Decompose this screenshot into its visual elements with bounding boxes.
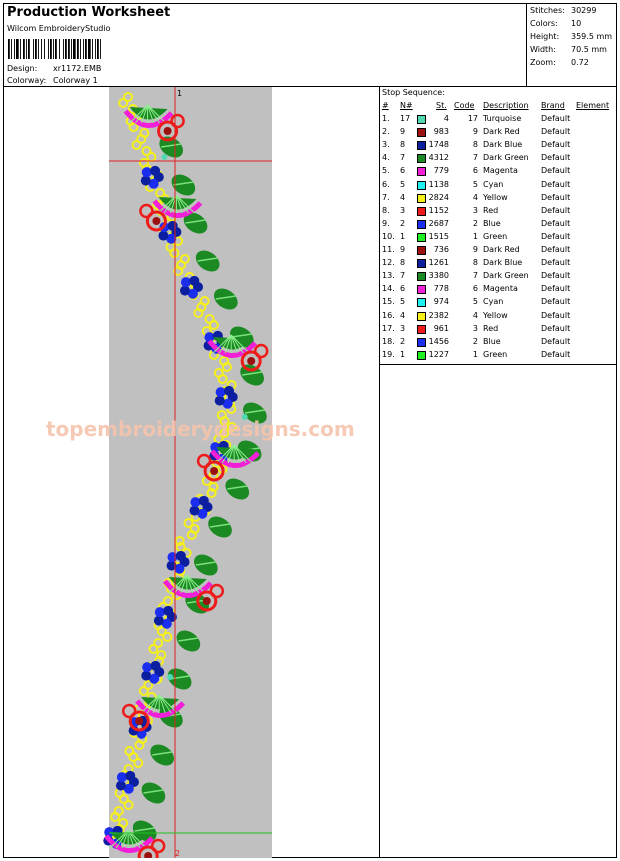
row-brand: Default [541,336,571,346]
row-code: 17 [467,114,478,123]
table-row [380,114,617,127]
design-preview[interactable] [3,87,380,858]
row-needle: 5 [400,179,406,189]
row-stitches: 4 [443,114,449,123]
row-index: 14. [382,284,395,294]
color-swatch [417,285,426,294]
row-needle: 6 [400,284,406,294]
row-brand: Default [541,127,571,137]
colorway-label: Colorway: [7,76,47,85]
color-swatch [417,325,426,334]
row-needle: 8 [400,258,406,268]
design-value: xr1172.EMB [53,64,102,73]
table-row [380,166,617,179]
row-stitches: 778 [433,284,449,294]
right-panel [380,87,617,858]
row-brand: Default [541,114,571,123]
row-index: 7. [382,192,390,202]
col-stitches: St. [436,101,447,110]
row-index: 1. [382,114,390,123]
row-stitches: 2687 [428,218,449,228]
row-stitches: 974 [433,297,449,307]
row-stitches: 3380 [428,271,449,281]
row-needle: 3 [400,205,406,215]
stat-stitches: Stitches: 30299 [530,6,597,15]
row-code: 4 [472,192,478,202]
row-stitches: 1227 [428,349,449,359]
row-description: Magenta [483,284,518,294]
table-row [380,140,617,153]
row-description: Turquoise [483,114,522,123]
row-code: 5 [472,297,478,307]
row-description: Dark Red [483,245,520,254]
row-needle: 17 [400,114,411,123]
color-swatch [417,298,426,307]
row-description: Red [483,323,499,333]
row-index: 10. [382,231,395,241]
table-row [380,153,617,166]
row-index: 4. [382,153,390,163]
row-index: 17. [382,323,395,333]
row-needle: 6 [400,166,406,176]
row-brand: Default [541,271,571,281]
row-needle: 7 [400,271,406,281]
row-code: 2 [472,336,478,346]
row-description: Blue [483,218,501,228]
stat-width: Width: 70.5 mm [530,45,607,54]
row-description: Magenta [483,166,518,176]
colorway-value: Colorway 1 [53,76,98,85]
row-description: Red [483,205,499,215]
color-swatch [417,207,426,216]
row-code: 8 [472,258,478,268]
start-marker: 1 [177,89,183,98]
row-needle: 1 [400,231,406,241]
color-swatch [417,141,426,150]
row-needle: 1 [400,349,406,359]
row-needle: 2 [400,218,406,228]
row-description: Dark Green [483,153,529,163]
row-code: 7 [472,153,478,163]
row-code: 3 [472,205,478,215]
row-description: Dark Blue [483,258,523,268]
table-row [380,350,617,363]
col-element: Element [576,101,610,110]
stat-zoom: Zoom: 0.72 [530,58,589,67]
color-swatch [417,194,426,203]
row-stitches: 4312 [428,153,449,163]
row-code: 1 [472,231,478,241]
row-brand: Default [541,323,571,333]
design-row [7,64,102,73]
row-needle: 9 [400,245,406,254]
row-stitches: 983 [433,127,449,137]
table-row [380,258,617,271]
table-row [380,232,617,245]
row-description: Dark Blue [483,140,523,150]
row-code: 5 [472,179,478,189]
row-brand: Default [541,140,571,150]
row-description: Dark Red [483,127,520,137]
row-index: 9. [382,218,390,228]
col-description: Description [483,101,529,110]
row-stitches: 1456 [428,336,449,346]
row-stitches: 1152 [428,205,449,215]
row-needle: 9 [400,127,406,137]
row-brand: Default [541,349,571,359]
row-brand: Default [541,297,571,307]
row-brand: Default [541,245,571,254]
table-row [380,284,617,297]
row-brand: Default [541,258,571,268]
row-stitches: 1515 [428,231,449,241]
row-brand: Default [541,166,571,176]
row-stitches: 1261 [428,258,449,268]
row-needle: 3 [400,323,406,333]
row-code: 6 [472,166,478,176]
row-index: 15. [382,297,395,307]
table-row [380,311,617,324]
row-stitches: 779 [433,166,449,176]
row-stitches: 2824 [428,192,449,202]
row-index: 16. [382,310,395,320]
design-canvas[interactable] [3,87,380,858]
row-needle: 7 [400,153,406,163]
row-description: Yellow [483,192,508,202]
row-index: 3. [382,140,390,150]
row-brand: Default [541,153,571,163]
row-brand: Default [541,231,571,241]
col-brand: Brand [541,101,565,110]
row-stitches: 2382 [428,310,449,320]
row-stitches: 1748 [428,140,449,150]
color-swatch [417,167,426,176]
row-brand: Default [541,179,571,189]
color-swatch [417,259,426,268]
col-code: Code [454,101,475,110]
design-label: Design: [7,64,38,73]
stat-height: Height: 359.5 mm [530,32,613,41]
color-swatch [417,128,426,137]
worksheet-header [3,3,527,87]
stop-sequence-table [380,87,617,365]
stats-panel [527,3,617,87]
row-brand: Default [541,284,571,294]
end-marker: 2 [175,849,181,858]
color-swatch [417,154,426,163]
col-index: # [382,101,389,110]
row-needle: 4 [400,192,406,202]
barcode-icon [8,39,133,59]
row-index: 11. [382,245,395,254]
row-index: 13. [382,271,395,281]
row-description: Green [483,231,508,241]
row-description: Cyan [483,179,504,189]
table-row [380,245,617,258]
row-brand: Default [541,205,571,215]
row-needle: 8 [400,140,406,150]
table-row [380,297,617,310]
color-swatch [417,233,426,242]
row-index: 2. [382,127,390,137]
table-row [380,324,617,337]
row-index: 5. [382,166,390,176]
row-index: 12. [382,258,395,268]
row-description: Cyan [483,297,504,307]
row-brand: Default [541,218,571,228]
row-description: Blue [483,336,501,346]
row-stitches: 1138 [428,179,449,189]
page-title: Production Worksheet [7,5,171,20]
table-row [380,127,617,140]
color-swatch [417,115,426,124]
row-description: Green [483,349,508,359]
table-row [380,271,617,284]
watermark-text: topembroiderydesigns.com [46,417,355,441]
color-swatch [417,181,426,190]
table-row [380,337,617,350]
col-needle: N# [400,101,413,110]
color-swatch [417,312,426,321]
row-description: Dark Green [483,271,529,281]
row-index: 6. [382,179,390,189]
row-code: 9 [472,245,478,254]
color-swatch [417,220,426,229]
stat-colors: Colors: 10 [530,19,582,28]
table-row [380,180,617,193]
row-stitches: 736 [433,245,449,254]
row-brand: Default [541,310,571,320]
row-description: Yellow [483,310,508,320]
row-code: 3 [472,323,478,333]
table-row [380,206,617,219]
color-swatch [417,351,426,360]
row-code: 1 [472,349,478,359]
row-needle: 4 [400,310,406,320]
row-code: 6 [472,284,478,294]
row-code: 7 [472,271,478,281]
color-swatch [417,272,426,281]
row-code: 2 [472,218,478,228]
row-index: 19. [382,349,395,359]
row-code: 9 [472,127,478,137]
color-swatch [417,246,426,255]
row-brand: Default [541,192,571,202]
table-row [380,193,617,206]
software-name: Wilcom EmbroideryStudio [7,24,111,33]
row-index: 18. [382,336,395,346]
row-needle: 5 [400,297,406,307]
row-stitches: 961 [433,323,449,333]
row-code: 4 [472,310,478,320]
stop-sequence-title: Stop Sequence: [382,88,445,97]
row-index: 8. [382,205,390,215]
row-code: 8 [472,140,478,150]
row-needle: 2 [400,336,406,346]
colorway-row [7,76,98,85]
color-swatch [417,338,426,347]
table-row [380,219,617,232]
